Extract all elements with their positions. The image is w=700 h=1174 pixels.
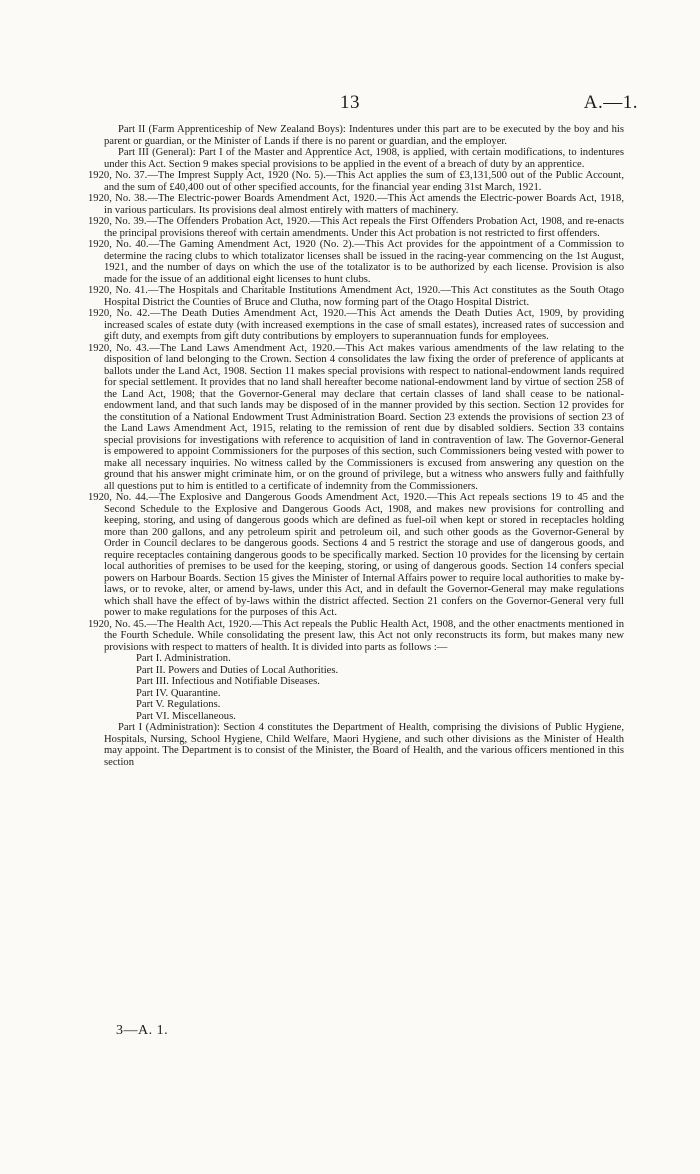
footer-signature: 3—A. 1. [116,1023,169,1038]
list-item: Part V. Regulations. [136,699,221,710]
act-no-39: 1920, No. 39.—The Offenders Probation Act, 1920.—This Act repeals the First Offenders Probation Act, 1908, and re-enacts the principal provisions thereof with certain amendments. Under this Act probation is not restricted to first offenders. [88,216,624,239]
act-no-45: 1920, No. 45.—The Health Act, 1920.—This Act repeals the Public Health Act, 1908, and the other enactments mentioned in the Fourth Schedule. While consolidating the present law, this Act not only reconstructs its form, but makes many new provisions with respect to matters of health. It is divided into parts as follows :— [88,618,624,653]
act-no-41: 1920, No. 41.—The Hospitals and Charitable Institutions Amendment Act, 1920.—This Act constitutes as the South Otago Hospital District the Counties of Bruce and Clutha, now forming part of the Otago Hospital District. [88,285,624,308]
paragraph-part-ii: Part II (Farm Apprenticeship of New Zealand Boys): Indentures under this part are to be executed by the boy and his parent or guardian, or the Minister of Lands if there is no parent or guardian, and the employer. [104,124,624,147]
paragraph-part-i-administration: Part I (Administration): Section 4 constitutes the Department of Health, comprising the divisions of Public Hygiene, Hospitals, Nursing, School Hygiene, Child Welfare, Maori Hygiene, and such other divisions as the Minister of Health may appoint. The Department is to consist of the Minister, the Board of Health, and the various officers mentioned in this section [104,722,624,768]
list-item: Part II. Powers and Duties of Local Authorities. [136,664,339,676]
document-body [88,124,624,768]
act-no-43: 1920, No. 43.—The Land Laws Amendment Act, 1920.—This Act makes various amendments of the law relating to the disposition of land belonging to the Crown. Section 4 consolidates the law fixing the order of preference of applicants at ballots under the Land Act, 1908. Section 11 makes special provisions with respect to national-endowment lands required for special settlement. It provides that no land shall hereafter become national-endowment land by virtue of section 258 of the Land Act, 1908; that the Governor-General may declare that certain classes of land shall cease to be national-endowment land, and that such lands may be disposed of in the manner provided by this section. Section 12 provides for the constitution of a National Endowment Trust Administration Board. Section 23 extends the provisions of section 23 of the Land Laws Amendment Act, 1915, relating to the remission of rent due by disabled soldiers. Section 33 contains special provisions for investigations with reference to acquisition of land in contravention of law. The Governor-General is empowered to appoint Commissioners for the purposes of this section, such Commissioners being vested with power to make all necessary inquiries. No witness called by the Commissioners is excused from answering any question on the ground that his answer might criminate him, or on the ground of privilege, but a witness who answers fully and faithfully all questions put to him is entitled to a certificate of indemnity from the Commissioners. [88,342,624,492]
list-item: Part I. Administration. [136,653,231,664]
act-no-44: 1920, No. 44.—The Explosive and Dangerous Goods Amendment Act, 1920.—This Act repeals sections 19 to 45 and the Second Schedule to the Explosive and Dangerous Goods Act, 1908, and makes new provisions for controlling and keeping, storing, and using of dangerous goods which are defined as fuel-oil when kept or stored in receptacles holding more than 200 gallons, and any petroleum spirit and petroleum oil, and such other goods as the Governor-General by Order in Council declares to be dangerous goods. Sections 4 and 5 restrict the storage and use of dangerous goods, and require receptacles containing dangerous goods to be specifically marked. Section 10 provides for the licensing by certain local authorities of premises to be used for the keeping, storing, or using of dangerous goods. Section 14 confers special powers on Harbour Boards. Section 15 gives the Minister of Internal Affairs power to require local authorities to make by-laws, or to revoke, alter, or amend by-laws, under this Act, and in default the Governor-General may make regulations which shall have the effect of by-laws within the district affected. Section 21 confers on the Governor-General very full power to make regulations for the purposes of this Act. [88,492,624,618]
page-number: 13 [340,92,360,113]
health-act-parts-list [104,653,624,722]
act-no-37: 1920, No. 37.—The Imprest Supply Act, 1920 (No. 5).—This Act applies the sum of £3,131,500 out of the Public Account, and the sum of £40,400 out of other specified accounts, for the financial year ending 31st March, 1921. [88,170,624,193]
act-no-42: 1920, No. 42.—The Death Duties Amendment Act, 1920.—This Act amends the Death Duties Act, 1909, by providing increased scales of estate duty (with increased exemptions in the case of small estates), increased rates of succession and gift duty, and exempts from gift duty contributions by employers to superannuation funds for employees. [88,308,624,342]
list-item: Part VI. Miscellaneous. [136,710,236,722]
list-item: Part III. Infectious and Notifiable Diseases. [136,676,320,687]
page-reference: A.—1. [583,92,638,113]
act-no-38: 1920, No. 38.—The Electric-power Boards Amendment Act, 1920.—This Act amends the Electric-power Boards Act, 1918, in various particulars. Its provisions deal almost entirely with matters of machinery. [88,193,624,216]
act-no-40: 1920, No. 40.—The Gaming Amendment Act, 1920 (No. 2).—This Act provides for the appointment of a Commission to determine the racing clubs to which totalizator licenses shall be issued in the racing-year commencing on the 1st August, 1921, and the number of days on which the use of the totalizator is to be authorized by each license. Provision is also made for the issue of an additional eight licenses to hunt clubs. [88,239,624,285]
paragraph-part-iii: Part III (General): Part I of the Master and Apprentice Act, 1908, is applied, with certain modifications, to indentures under this Act. Section 9 makes special provisions to be applied in the event of a breach of duty by an apprentice. [104,147,624,170]
list-item: Part IV. Quarantine. [136,687,221,699]
